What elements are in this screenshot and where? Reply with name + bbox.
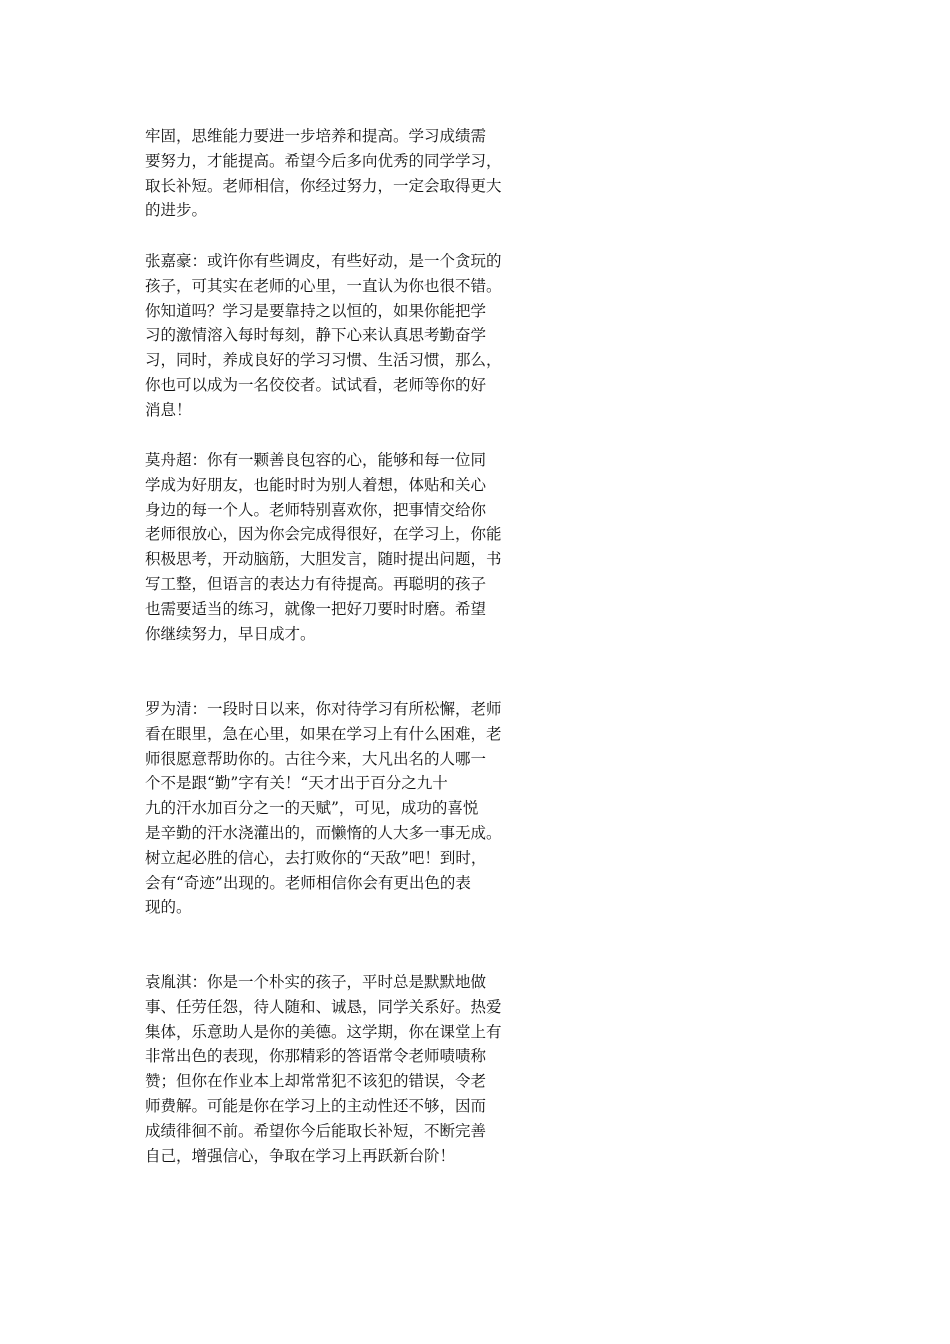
text-line: 是辛勤的汗水浇灌出的，而懒惰的人大多一事无成。 — [145, 823, 502, 842]
text-line: 要努力，才能提高。希望今后多向优秀的同学学习， — [145, 151, 502, 170]
text-line: 学成为好朋友，也能时时为别人着想，体贴和关心 — [145, 475, 487, 494]
text-line: 树立起必胜的信心，去打败你的“天敌”吧！到时， — [145, 848, 487, 867]
text-line: 孩子，可其实在老师的心里，一直认为你也很不错。 — [145, 276, 502, 295]
text-line: 习的激情溶入每时每刻，静下心来认真思考勤奋学 — [145, 326, 487, 345]
text-line: 牢固，思维能力要进一步培养和提高。学习成绩需 — [145, 127, 487, 145]
text-line: 集体，乐意助人是你的美德。这学期，你在课堂上有 — [145, 1022, 502, 1041]
text-line: 师费解。可能是你在学习上的主动性还不够，因而 — [145, 1096, 487, 1115]
text-line: 九的汗水加百分之一的天赋”，可见，成功的喜悦 — [145, 799, 479, 818]
text-line: 积极思考，开动脑筋，大胆发言，随时提出问题，书 — [145, 550, 502, 569]
text-line: 赞；但你在作业本上却常常犯不该犯的错误，令老 — [145, 1072, 487, 1091]
text-line: 取长补短。老师相信，你经过努力，一定会取得更大 — [145, 176, 502, 195]
text-line: 事、任劳任怨，待人随和、诚恳，同学关系好。热爱 — [145, 997, 502, 1016]
text-line: 老师很放心，因为你会完成得很好，在学习上，你能 — [145, 525, 502, 544]
text-line: 个不是跟“勤”字有关！“天才出于百分之九十 — [145, 774, 448, 793]
text-line: 写工整，但语言的表达力有待提高。再聪明的孩子 — [145, 574, 487, 593]
paragraph-mo-zhouchao — [145, 448, 525, 646]
text-line: 身边的每一个人。老师特别喜欢你，把事情交给你 — [145, 500, 487, 519]
text-line: 你继续努力，早日成才。 — [145, 624, 316, 643]
text-line: 师很愿意帮助你的。古往今来，大凡出名的人哪一 — [145, 749, 487, 768]
text-line: 非常出色的表现，你那精彩的答语常令老师啧啧称 — [145, 1047, 487, 1066]
text-line: 你也可以成为一名佼佼者。试试看，老师等你的好 — [145, 375, 487, 394]
text-line: 会有“奇迹”出现的。老师相信你会有更出色的表 — [145, 873, 471, 892]
paragraph-intro — [145, 124, 525, 223]
text-line: 你知道吗？学习是要靠持之以恒的，如果你能把学 — [145, 301, 487, 320]
paragraph-zhang-jiahao — [145, 249, 525, 423]
text-line: 罗为清：一段时日以来，你对待学习有所松懈，老师 — [145, 700, 502, 718]
text-line: 自己，增强信心，争取在学习上再跃新台阶！ — [145, 1146, 456, 1165]
text-line: 张嘉豪：或许你有些调皮，有些好动，是一个贪玩的 — [145, 252, 502, 270]
text-line: 也需要适当的练习，就像一把好刀要时时磨。希望 — [145, 599, 487, 618]
text-line: 现的。 — [145, 898, 192, 917]
text-line: 消息！ — [145, 400, 192, 419]
text-line: 莫舟超：你有一颗善良包容的心，能够和每一位同 — [145, 451, 487, 469]
text-line: 习，同时，养成良好的学习习惯、生活习惯，那么， — [145, 351, 502, 370]
text-line: 袁胤淇：你是一个朴实的孩子，平时总是默默地做 — [145, 973, 487, 991]
text-line: 的进步。 — [145, 201, 208, 220]
text-line: 看在眼里，急在心里，如果在学习上有什么困难，老 — [145, 724, 502, 743]
paragraph-luo-weiqing — [145, 697, 525, 920]
paragraph-yuan-yinqi — [145, 970, 525, 1168]
text-line: 成绩徘徊不前。希望你今后能取长补短，不断完善 — [145, 1121, 487, 1140]
